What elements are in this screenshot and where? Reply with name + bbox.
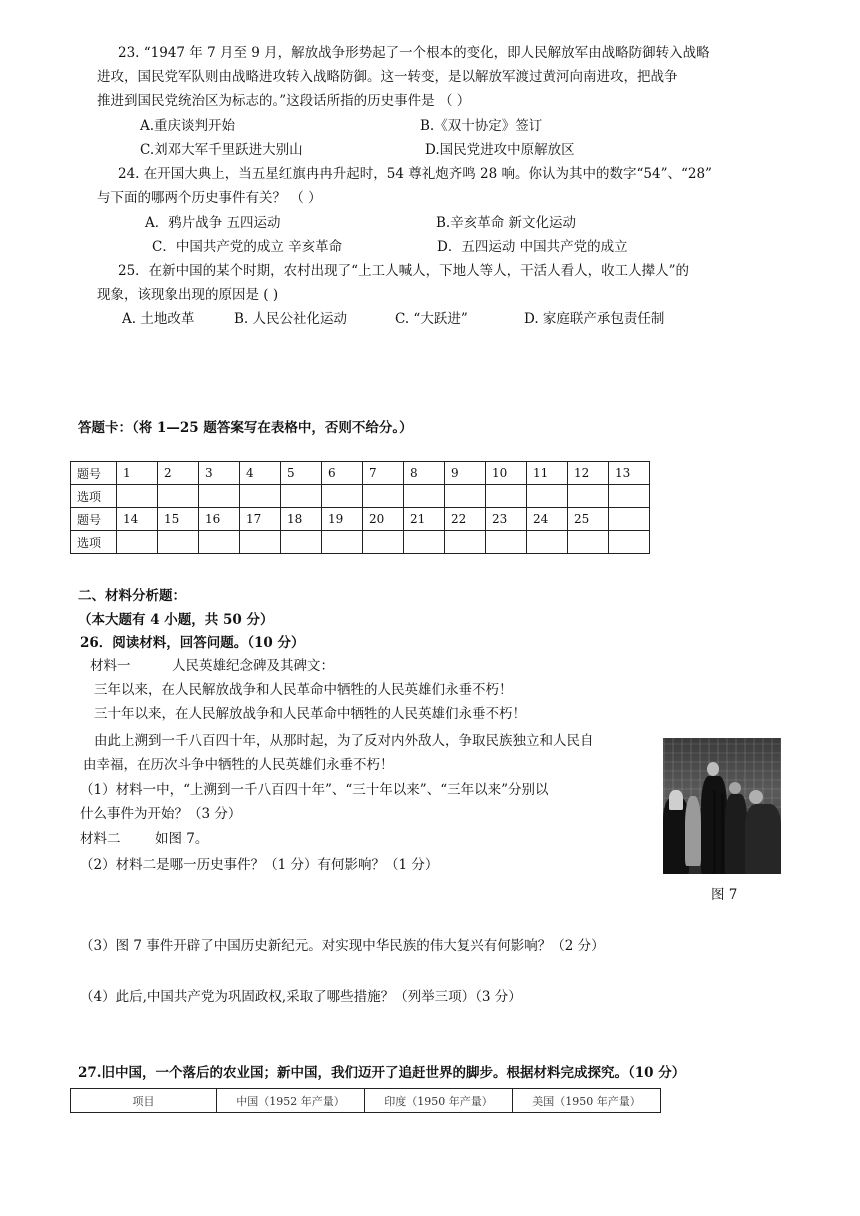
answer-cell[interactable] xyxy=(281,531,322,554)
q24-stem-line-1: 24. 在开国大典上，当五星红旗冉冉升起时，54 尊礼炮齐鸣 28 响。你认为其中的数字“54”、“28” xyxy=(118,166,712,182)
question-number-cell: 1 xyxy=(117,462,158,485)
section-subheading: （本大题有 4 小题，共 50 分） xyxy=(78,612,274,628)
answer-card-row-numbers-2 xyxy=(71,508,650,531)
q23-stem-line-2: 进攻，国民党军队则由战略进攻转入战略防御。这一转变，是以解放军渡过黄河向南进攻，把战争 xyxy=(97,69,678,85)
question-number-cell: 10 xyxy=(486,462,527,485)
answer-cell[interactable] xyxy=(609,485,650,508)
q25-stem-line-1: 25．在新中国的某个时期，农村出现了“上工人喊人，下地人等人，干活人看人，收工人撵人”的 xyxy=(118,263,689,279)
q27-header-usa: 美国（1950 年产量） xyxy=(513,1089,661,1113)
answer-cell[interactable] xyxy=(568,485,609,508)
material-1-caption: 人民英雄纪念碑及其碑文： xyxy=(172,658,334,674)
question-number-cell: 11 xyxy=(527,462,568,485)
question-number-cell: 12 xyxy=(568,462,609,485)
q24-option-d: D．五四运动 中国共产党的成立 xyxy=(437,239,628,255)
answer-cell[interactable] xyxy=(404,531,445,554)
section-heading: 二、材料分析题： xyxy=(78,588,186,604)
question-number-cell: 13 xyxy=(609,462,650,485)
q26-sub1-line-2: 什么事件为开始？（3 分） xyxy=(80,806,242,822)
row-label: 选项 xyxy=(71,485,117,508)
q23-option-b: B.《双十协定》签订 xyxy=(420,118,543,134)
q27-title: 27.旧中国，一个落后的农业国；新中国，我们迈开了追赶世界的脚步。根据材料完成探究。（10 分） xyxy=(78,1065,686,1081)
q24-option-b: B.辛亥革命 新文化运动 xyxy=(436,215,577,231)
q25-option-b: B. 人民公社化运动 xyxy=(234,311,348,327)
question-number-cell: 3 xyxy=(199,462,240,485)
row-label: 题号 xyxy=(71,508,117,531)
answer-cell[interactable] xyxy=(199,531,240,554)
answer-cell[interactable] xyxy=(117,531,158,554)
question-number-cell: 16 xyxy=(199,508,240,531)
row-label: 选项 xyxy=(71,531,117,554)
q26-title: 26．阅读材料，回答问题。（10 分） xyxy=(80,635,305,651)
q27-header-india: 印度（1950 年产量） xyxy=(365,1089,513,1113)
answer-cell[interactable] xyxy=(363,485,404,508)
material-2-label: 材料二 xyxy=(80,831,121,847)
question-number-cell: 15 xyxy=(158,508,199,531)
q25-option-d: D. 家庭联产承包责任制 xyxy=(524,311,665,327)
inscription-line-1: 三年以来，在人民解放战争和人民革命中牺牲的人民英雄们永垂不朽！ xyxy=(94,682,513,698)
q24-stem-line-2: 与下面的哪两个历史事件有关？ （ ） xyxy=(97,190,322,206)
question-number-cell: 5 xyxy=(281,462,322,485)
question-number-cell: 7 xyxy=(363,462,404,485)
answer-cell[interactable] xyxy=(158,485,199,508)
answer-cell[interactable] xyxy=(486,531,527,554)
question-number-cell: 20 xyxy=(363,508,404,531)
row-label: 题号 xyxy=(71,462,117,485)
material-2-caption: 如图 7。 xyxy=(155,831,209,847)
question-number-cell: 22 xyxy=(445,508,486,531)
answer-card-row-answers-2 xyxy=(71,531,650,554)
q25-option-c: C. “大跃进” xyxy=(395,311,468,327)
q27-header-item: 项目 xyxy=(71,1089,217,1113)
q26-sub1-line-1: （1）材料一中，“上溯到一千八百四十年”、“三十年以来”、“三年以来”分别以 xyxy=(80,782,549,798)
q26-sub2: （2）材料二是哪一历史事件？（1 分）有何影响？（1 分） xyxy=(80,857,439,873)
answer-cell[interactable] xyxy=(117,485,158,508)
answer-cell[interactable] xyxy=(322,485,363,508)
question-number-cell: 8 xyxy=(404,462,445,485)
q23-option-d: D.国民党进攻中原解放区 xyxy=(425,142,575,158)
answer-cell[interactable] xyxy=(240,485,281,508)
q27-table-header-row xyxy=(71,1089,661,1113)
answer-cell[interactable] xyxy=(445,485,486,508)
answer-cell[interactable] xyxy=(404,485,445,508)
inscription-line-4: 由幸福，在历次斗争中牺牲的人民英雄们永垂不朽！ xyxy=(83,757,394,773)
q24-option-c: C．中国共产党的成立 辛亥革命 xyxy=(152,239,343,255)
answer-cell[interactable] xyxy=(322,531,363,554)
q23-stem-line-3: 推进到国民党统治区为标志的。”这段话所指的历史事件是 （ ） xyxy=(97,93,471,109)
question-number-cell: 17 xyxy=(240,508,281,531)
answer-cell[interactable] xyxy=(609,531,650,554)
material-1-label: 材料一 xyxy=(90,658,131,674)
q23-option-c: C.刘邓大军千里跃进大别山 xyxy=(140,142,303,158)
answer-cell[interactable] xyxy=(445,531,486,554)
question-number-cell: 25 xyxy=(568,508,609,531)
answer-cell[interactable] xyxy=(281,485,322,508)
question-number-cell: 24 xyxy=(527,508,568,531)
figure-7-label: 图 7 xyxy=(711,887,738,903)
answer-cell[interactable] xyxy=(527,485,568,508)
answer-card-table xyxy=(70,461,650,554)
figure-7-photo xyxy=(663,738,781,874)
answer-card-row-numbers-1 xyxy=(71,462,650,485)
q26-sub4: （4）此后,中国共产党为巩固政权,采取了哪些措施？（列举三项）（3 分） xyxy=(80,989,522,1005)
answer-cell[interactable] xyxy=(158,531,199,554)
answer-card-row-answers-1 xyxy=(71,485,650,508)
answer-cell[interactable] xyxy=(568,531,609,554)
answer-cell[interactable] xyxy=(199,485,240,508)
q27-header-china: 中国（1952 年产量） xyxy=(217,1089,365,1113)
q25-option-a: A. 土地改革 xyxy=(122,311,195,327)
question-number-cell: 6 xyxy=(322,462,363,485)
answer-cell[interactable] xyxy=(240,531,281,554)
q23-stem-line-1: 23. “1947 年 7 月至 9 月，解放战争形势起了一个根本的变化，即人民解放军由战略防御转入战略 xyxy=(118,45,710,61)
question-number-cell xyxy=(609,508,650,531)
q26-sub3: （3）图 7 事件开辟了中国历史新纪元。对实现中华民族的伟大复兴有何影响？（2 分） xyxy=(80,938,605,954)
question-number-cell: 23 xyxy=(486,508,527,531)
question-number-cell: 14 xyxy=(117,508,158,531)
question-number-cell: 21 xyxy=(404,508,445,531)
answer-card-title: 答题卡：（将 1—25 题答案写在表格中，否则不给分。） xyxy=(78,420,413,436)
q27-table xyxy=(70,1088,661,1113)
inscription-line-3: 由此上溯到一千八百四十年，从那时起，为了反对内外敌人，争取民族独立和人民自 xyxy=(94,733,594,749)
question-number-cell: 19 xyxy=(322,508,363,531)
question-number-cell: 18 xyxy=(281,508,322,531)
question-number-cell: 2 xyxy=(158,462,199,485)
q25-stem-line-2: 现象，该现象出现的原因是 ( ) xyxy=(97,287,279,303)
q23-option-a: A.重庆谈判开始 xyxy=(140,118,236,134)
q24-option-a: A．鸦片战争 五四运动 xyxy=(145,215,281,231)
question-number-cell: 4 xyxy=(240,462,281,485)
answer-cell[interactable] xyxy=(363,531,404,554)
inscription-line-2: 三十年以来，在人民解放战争和人民革命中牺牲的人民英雄们永垂不朽！ xyxy=(94,706,526,722)
answer-cell[interactable] xyxy=(527,531,568,554)
answer-cell[interactable] xyxy=(486,485,527,508)
question-number-cell: 9 xyxy=(445,462,486,485)
